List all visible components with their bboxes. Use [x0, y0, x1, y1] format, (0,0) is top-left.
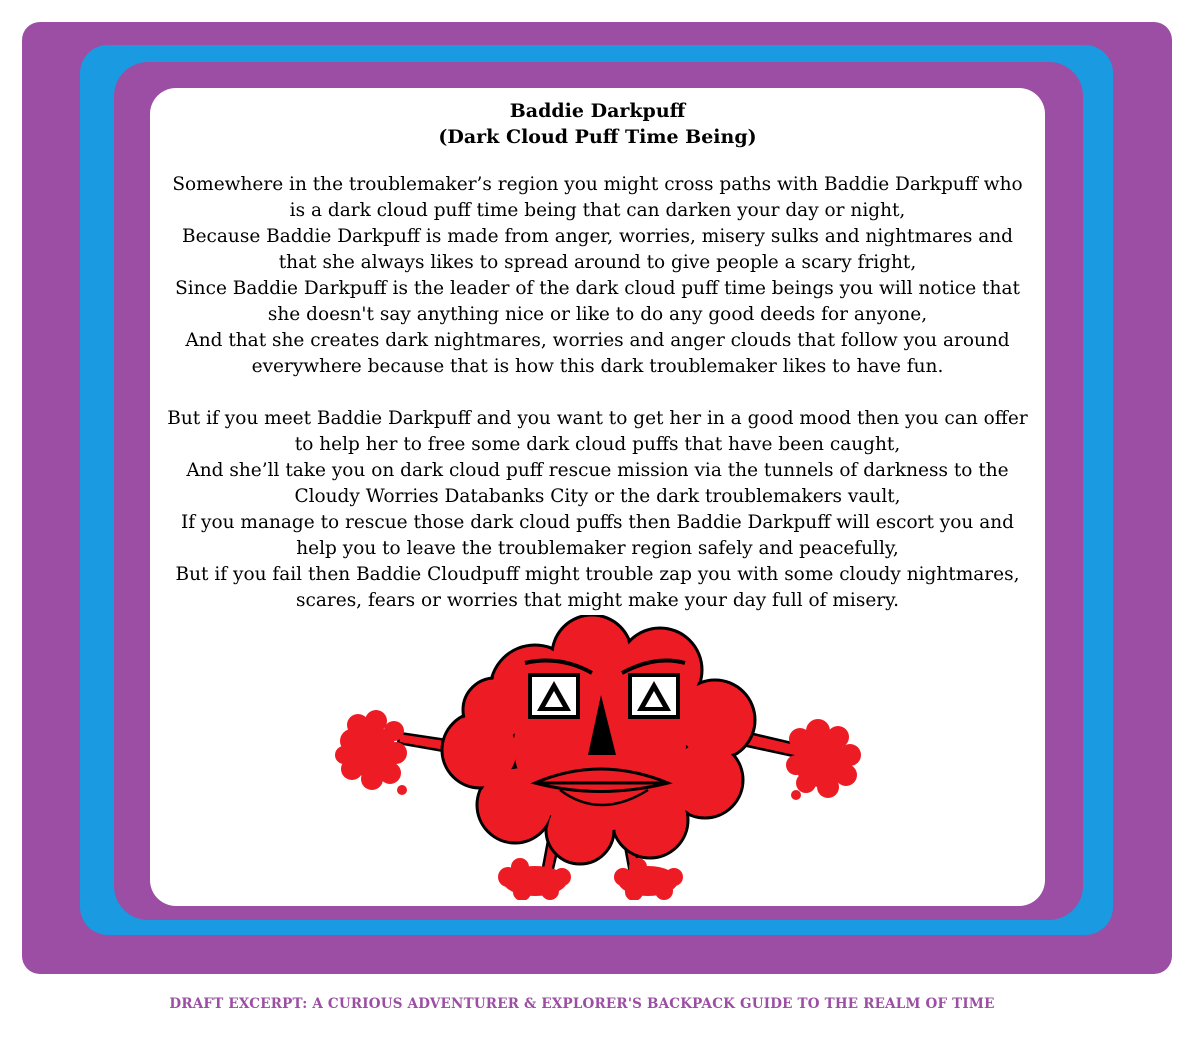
- poem-line: If you manage to rescue those dark cloud puffs then Baddie Darkpuff will escort you and help you to leave the troublemaker region safely and peacefully,: [181, 512, 1014, 559]
- stanza-1: [162, 172, 1033, 380]
- poem-line: But if you meet Baddie Darkpuff and you want to get her in a good mood then you can offer to help her to free some dark cloud puffs that have been caught,: [167, 408, 1028, 455]
- poem-line: Since Baddie Darkpuff is the leader of the dark cloud puff time beings you will notice that she doesn't say anything nice or like to do any good deeds for anyone,: [175, 278, 1020, 325]
- left-eye: [530, 675, 578, 717]
- right-eye: [630, 675, 678, 717]
- baddie-darkpuff-illustration: [330, 615, 870, 900]
- left-hand: [335, 710, 407, 795]
- title-line-1: Baddie Darkpuff: [509, 100, 686, 122]
- poem-body: [162, 172, 1033, 614]
- right-foot: [614, 858, 683, 900]
- page-title: [150, 98, 1045, 150]
- poem-line: And that she creates dark nightmares, worries and anger clouds that follow you around everywhere because that is how this dark troublemaker likes to have fun.: [185, 330, 1010, 377]
- left-foot: [498, 858, 571, 900]
- poem-line: Somewhere in the troublemaker’s region you might cross paths with Baddie Darkpuff who is a dark cloud puff time being that can darken your day or night,: [172, 174, 1023, 221]
- stanza-2: [162, 406, 1033, 614]
- footer-caption: DRAFT EXCERPT: A CURIOUS ADVENTURER & EXPLORER'S BACKPACK GUIDE TO THE REALM OF TIME: [169, 996, 995, 1012]
- poem-line: And she’ll take you on dark cloud puff rescue mission via the tunnels of darkness to the Cloudy Worries Databanks City or the dark troublemakers vault,: [186, 460, 1009, 507]
- poem-line: Because Baddie Darkpuff is made from anger, worries, misery sulks and nightmares and that she always likes to spread around to give people a scary fright,: [181, 226, 1013, 273]
- poem-line: But if you fail then Baddie Cloudpuff might trouble zap you with some cloudy nightmares, scares, fears or worries that might make your day full of misery.: [175, 564, 1020, 611]
- title-line-2: (Dark Cloud Puff Time Being): [438, 126, 757, 148]
- right-hand: [786, 719, 861, 800]
